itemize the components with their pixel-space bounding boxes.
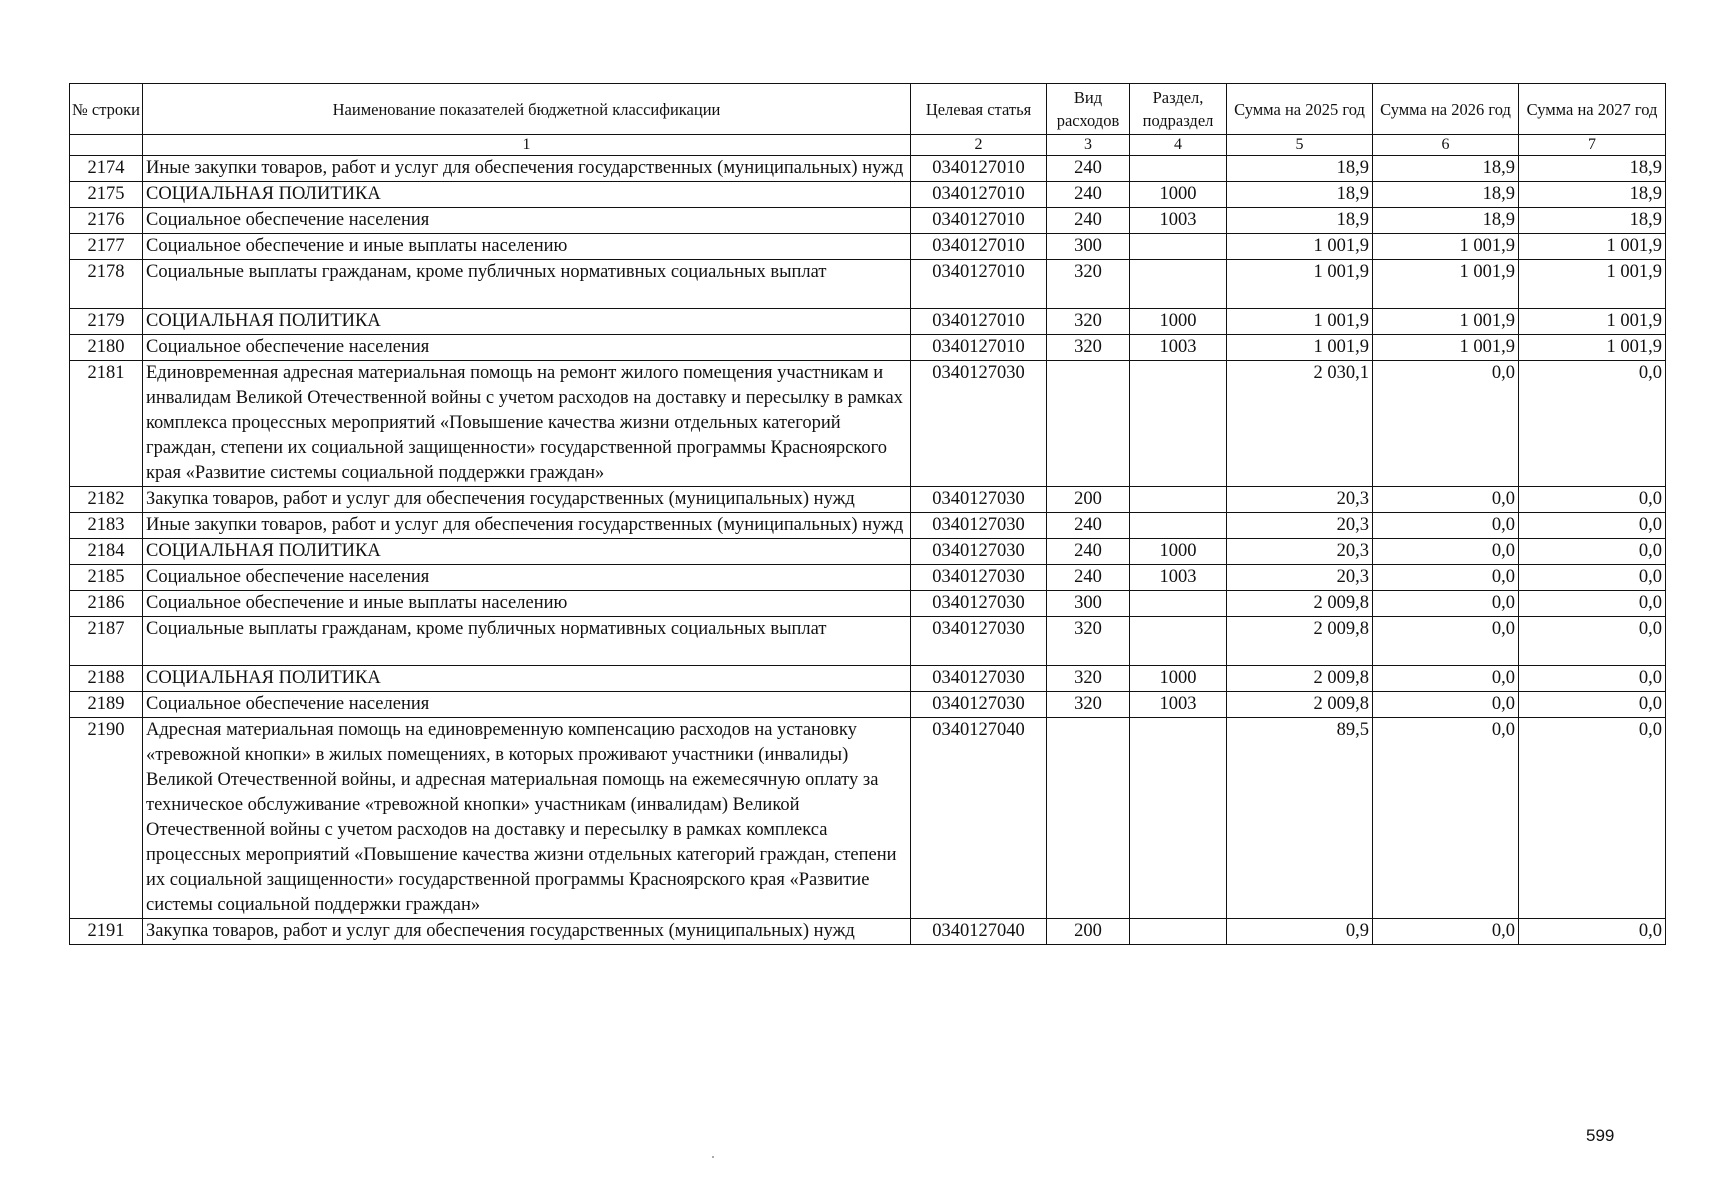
column-number: 7 [1519, 135, 1666, 156]
row-target: 0340127010 [911, 156, 1047, 182]
row-target: 0340127030 [911, 565, 1047, 591]
row-kind: 200 [1047, 919, 1130, 945]
row-section [1130, 156, 1227, 182]
header-target: Целевая статья [911, 84, 1047, 135]
table-row [70, 487, 1666, 513]
row-kind [1047, 361, 1130, 487]
row-kind: 240 [1047, 513, 1130, 539]
column-number-row [70, 135, 1666, 156]
row-target: 0340127030 [911, 591, 1047, 617]
row-sum-2025: 18,9 [1227, 208, 1373, 234]
row-kind: 240 [1047, 156, 1130, 182]
row-number: 2174 [70, 156, 143, 182]
row-sum-2025: 1 001,9 [1227, 260, 1373, 309]
row-number: 2189 [70, 692, 143, 718]
header-name: Наименование показателей бюджетной классификации [143, 84, 911, 135]
header-sum-2025: Сумма на 2025 год [1227, 84, 1373, 135]
row-name: Иные закупки товаров, работ и услуг для обеспечения государственных (муниципальных) нужд [143, 513, 911, 539]
row-section [1130, 513, 1227, 539]
table-row [70, 591, 1666, 617]
budget-table [69, 83, 1666, 945]
row-section: 1003 [1130, 208, 1227, 234]
row-sum-2026: 0,0 [1373, 692, 1519, 718]
row-sum-2027: 18,9 [1519, 156, 1666, 182]
row-name: Иные закупки товаров, работ и услуг для обеспечения государственных (муниципальных) нужд [143, 156, 911, 182]
table-row [70, 156, 1666, 182]
row-kind: 320 [1047, 617, 1130, 666]
row-sum-2027: 0,0 [1519, 513, 1666, 539]
row-sum-2026: 0,0 [1373, 539, 1519, 565]
row-sum-2025: 1 001,9 [1227, 234, 1373, 260]
row-target: 0340127030 [911, 513, 1047, 539]
row-name: Социальное обеспечение населения [143, 208, 911, 234]
row-name: Закупка товаров, работ и услуг для обеспечения государственных (муниципальных) нужд [143, 487, 911, 513]
table-row [70, 309, 1666, 335]
row-target: 0340127010 [911, 309, 1047, 335]
row-target: 0340127040 [911, 718, 1047, 919]
row-name: Адресная материальная помощь на единовременную компенсацию расходов на установку «тревожной кнопки» в жилых помещениях, в которых проживают участники (инвалиды) Великой Отечественной войны, и адресная материальная помощь на ежемесячную оплату за техническое обслуживание «тревожной кнопки» участникам (инвалидам) Великой Отечественной войны с учетом расходов на доставку и пересылку в рамках комплекса процессных мероприятий «Повышение качества жизни отдельных категорий граждан, степени их социальной защищенности» государственной программы Красноярского края «Развитие системы социальной поддержки граждан» [143, 718, 911, 919]
scan-speck [712, 1156, 714, 1158]
row-kind: 320 [1047, 666, 1130, 692]
row-section [1130, 591, 1227, 617]
row-number: 2182 [70, 487, 143, 513]
row-number: 2191 [70, 919, 143, 945]
table-row [70, 208, 1666, 234]
row-sum-2026: 18,9 [1373, 156, 1519, 182]
table-row [70, 919, 1666, 945]
row-name: Социальное обеспечение населения [143, 565, 911, 591]
table-row [70, 692, 1666, 718]
row-number: 2188 [70, 666, 143, 692]
row-kind: 200 [1047, 487, 1130, 513]
row-section [1130, 487, 1227, 513]
row-name: Закупка товаров, работ и услуг для обеспечения государственных (муниципальных) нужд [143, 919, 911, 945]
row-kind: 240 [1047, 565, 1130, 591]
row-sum-2027: 1 001,9 [1519, 309, 1666, 335]
row-sum-2026: 0,0 [1373, 565, 1519, 591]
table-row [70, 565, 1666, 591]
page-number: 599 [1586, 1126, 1615, 1145]
column-number: 4 [1130, 135, 1227, 156]
row-kind: 240 [1047, 539, 1130, 565]
row-target: 0340127010 [911, 335, 1047, 361]
column-number: 6 [1373, 135, 1519, 156]
row-section [1130, 361, 1227, 487]
row-target: 0340127030 [911, 666, 1047, 692]
row-target: 0340127030 [911, 617, 1047, 666]
row-section: 1000 [1130, 309, 1227, 335]
row-sum-2025: 2 009,8 [1227, 666, 1373, 692]
header-sum-2027: Сумма на 2027 год [1519, 84, 1666, 135]
row-sum-2027: 0,0 [1519, 919, 1666, 945]
row-sum-2026: 18,9 [1373, 208, 1519, 234]
row-target: 0340127030 [911, 539, 1047, 565]
row-sum-2025: 1 001,9 [1227, 335, 1373, 361]
row-sum-2027: 0,0 [1519, 539, 1666, 565]
row-sum-2027: 18,9 [1519, 182, 1666, 208]
row-sum-2027: 1 001,9 [1519, 260, 1666, 309]
row-sum-2027: 0,0 [1519, 617, 1666, 666]
row-kind: 300 [1047, 591, 1130, 617]
column-number: 3 [1047, 135, 1130, 156]
row-section [1130, 260, 1227, 309]
row-sum-2026: 0,0 [1373, 513, 1519, 539]
column-number-blank [70, 135, 143, 156]
row-section [1130, 919, 1227, 945]
row-sum-2025: 18,9 [1227, 182, 1373, 208]
row-sum-2027: 0,0 [1519, 718, 1666, 919]
row-target: 0340127030 [911, 361, 1047, 487]
row-section: 1003 [1130, 565, 1227, 591]
row-sum-2027: 0,0 [1519, 361, 1666, 487]
row-sum-2026: 0,0 [1373, 617, 1519, 666]
row-sum-2025: 2 009,8 [1227, 591, 1373, 617]
row-kind [1047, 718, 1130, 919]
row-name: Социальное обеспечение и иные выплаты населению [143, 234, 911, 260]
row-sum-2025: 20,3 [1227, 565, 1373, 591]
row-sum-2026: 0,0 [1373, 361, 1519, 487]
row-number: 2180 [70, 335, 143, 361]
row-name: Социальные выплаты гражданам, кроме публичных нормативных социальных выплат [143, 260, 911, 309]
row-sum-2026: 0,0 [1373, 591, 1519, 617]
row-section: 1000 [1130, 666, 1227, 692]
row-kind: 320 [1047, 309, 1130, 335]
row-number: 2176 [70, 208, 143, 234]
row-name: Социальное обеспечение населения [143, 335, 911, 361]
row-section: 1003 [1130, 692, 1227, 718]
row-sum-2026: 18,9 [1373, 182, 1519, 208]
row-target: 0340127010 [911, 260, 1047, 309]
header-sum-2026: Сумма на 2026 год [1373, 84, 1519, 135]
row-name: Социальное обеспечение и иные выплаты населению [143, 591, 911, 617]
table-row [70, 617, 1666, 666]
column-number: 2 [911, 135, 1047, 156]
row-name: СОЦИАЛЬНАЯ ПОЛИТИКА [143, 309, 911, 335]
table-row [70, 335, 1666, 361]
row-name: СОЦИАЛЬНАЯ ПОЛИТИКА [143, 539, 911, 565]
row-sum-2025: 20,3 [1227, 513, 1373, 539]
table-row [70, 718, 1666, 919]
row-number: 2190 [70, 718, 143, 919]
row-kind: 320 [1047, 692, 1130, 718]
row-sum-2026: 1 001,9 [1373, 309, 1519, 335]
row-number: 2185 [70, 565, 143, 591]
row-sum-2027: 0,0 [1519, 565, 1666, 591]
row-name: СОЦИАЛЬНАЯ ПОЛИТИКА [143, 666, 911, 692]
row-section: 1000 [1130, 182, 1227, 208]
table-row [70, 234, 1666, 260]
row-target: 0340127040 [911, 919, 1047, 945]
row-sum-2026: 0,0 [1373, 718, 1519, 919]
header-row [70, 84, 1666, 135]
row-sum-2025: 20,3 [1227, 539, 1373, 565]
table-row [70, 182, 1666, 208]
row-section [1130, 234, 1227, 260]
row-sum-2026: 1 001,9 [1373, 260, 1519, 309]
row-sum-2027: 1 001,9 [1519, 234, 1666, 260]
row-section: 1003 [1130, 335, 1227, 361]
table-row [70, 361, 1666, 487]
row-sum-2026: 0,0 [1373, 919, 1519, 945]
row-number: 2186 [70, 591, 143, 617]
table-row [70, 260, 1666, 309]
row-target: 0340127030 [911, 487, 1047, 513]
row-number: 2187 [70, 617, 143, 666]
row-sum-2026: 0,0 [1373, 666, 1519, 692]
row-kind: 320 [1047, 260, 1130, 309]
row-target: 0340127010 [911, 234, 1047, 260]
row-number: 2177 [70, 234, 143, 260]
row-sum-2027: 0,0 [1519, 666, 1666, 692]
column-number: 1 [143, 135, 911, 156]
row-name: Социальные выплаты гражданам, кроме публичных нормативных социальных выплат [143, 617, 911, 666]
row-sum-2026: 1 001,9 [1373, 234, 1519, 260]
row-sum-2025: 89,5 [1227, 718, 1373, 919]
row-sum-2027: 0,0 [1519, 692, 1666, 718]
header-section: Раздел, подраздел [1130, 84, 1227, 135]
row-section [1130, 718, 1227, 919]
row-name: СОЦИАЛЬНАЯ ПОЛИТИКА [143, 182, 911, 208]
row-kind: 300 [1047, 234, 1130, 260]
row-kind: 320 [1047, 335, 1130, 361]
row-section: 1000 [1130, 539, 1227, 565]
row-sum-2025: 2 009,8 [1227, 692, 1373, 718]
row-section [1130, 617, 1227, 666]
row-name: Единовременная адресная материальная помощь на ремонт жилого помещения участникам и инвалидам Великой Отечественной войны с учетом расходов на доставку и пересылку в рамках комплекса процессных мероприятий «Повышение качества жизни отдельных категорий граждан, степени их социальной защищенности» государственной программы Красноярского края «Развитие системы социальной поддержки граждан» [143, 361, 911, 487]
header-kind: Вид расходов [1047, 84, 1130, 135]
row-target: 0340127010 [911, 182, 1047, 208]
row-sum-2027: 0,0 [1519, 591, 1666, 617]
row-sum-2025: 18,9 [1227, 156, 1373, 182]
row-number: 2184 [70, 539, 143, 565]
row-sum-2025: 0,9 [1227, 919, 1373, 945]
row-kind: 240 [1047, 208, 1130, 234]
row-number: 2175 [70, 182, 143, 208]
row-sum-2025: 1 001,9 [1227, 309, 1373, 335]
row-number: 2183 [70, 513, 143, 539]
row-sum-2025: 2 009,8 [1227, 617, 1373, 666]
row-sum-2025: 2 030,1 [1227, 361, 1373, 487]
column-number: 5 [1227, 135, 1373, 156]
row-kind: 240 [1047, 182, 1130, 208]
row-number: 2181 [70, 361, 143, 487]
row-number: 2178 [70, 260, 143, 309]
row-sum-2025: 20,3 [1227, 487, 1373, 513]
table-row [70, 539, 1666, 565]
row-sum-2026: 0,0 [1373, 487, 1519, 513]
row-name: Социальное обеспечение населения [143, 692, 911, 718]
header-row-no: № строки [70, 84, 143, 135]
row-number: 2179 [70, 309, 143, 335]
table-row [70, 513, 1666, 539]
row-sum-2026: 1 001,9 [1373, 335, 1519, 361]
row-sum-2027: 0,0 [1519, 487, 1666, 513]
table-row [70, 666, 1666, 692]
row-sum-2027: 18,9 [1519, 208, 1666, 234]
row-target: 0340127010 [911, 208, 1047, 234]
row-sum-2027: 1 001,9 [1519, 335, 1666, 361]
row-target: 0340127030 [911, 692, 1047, 718]
